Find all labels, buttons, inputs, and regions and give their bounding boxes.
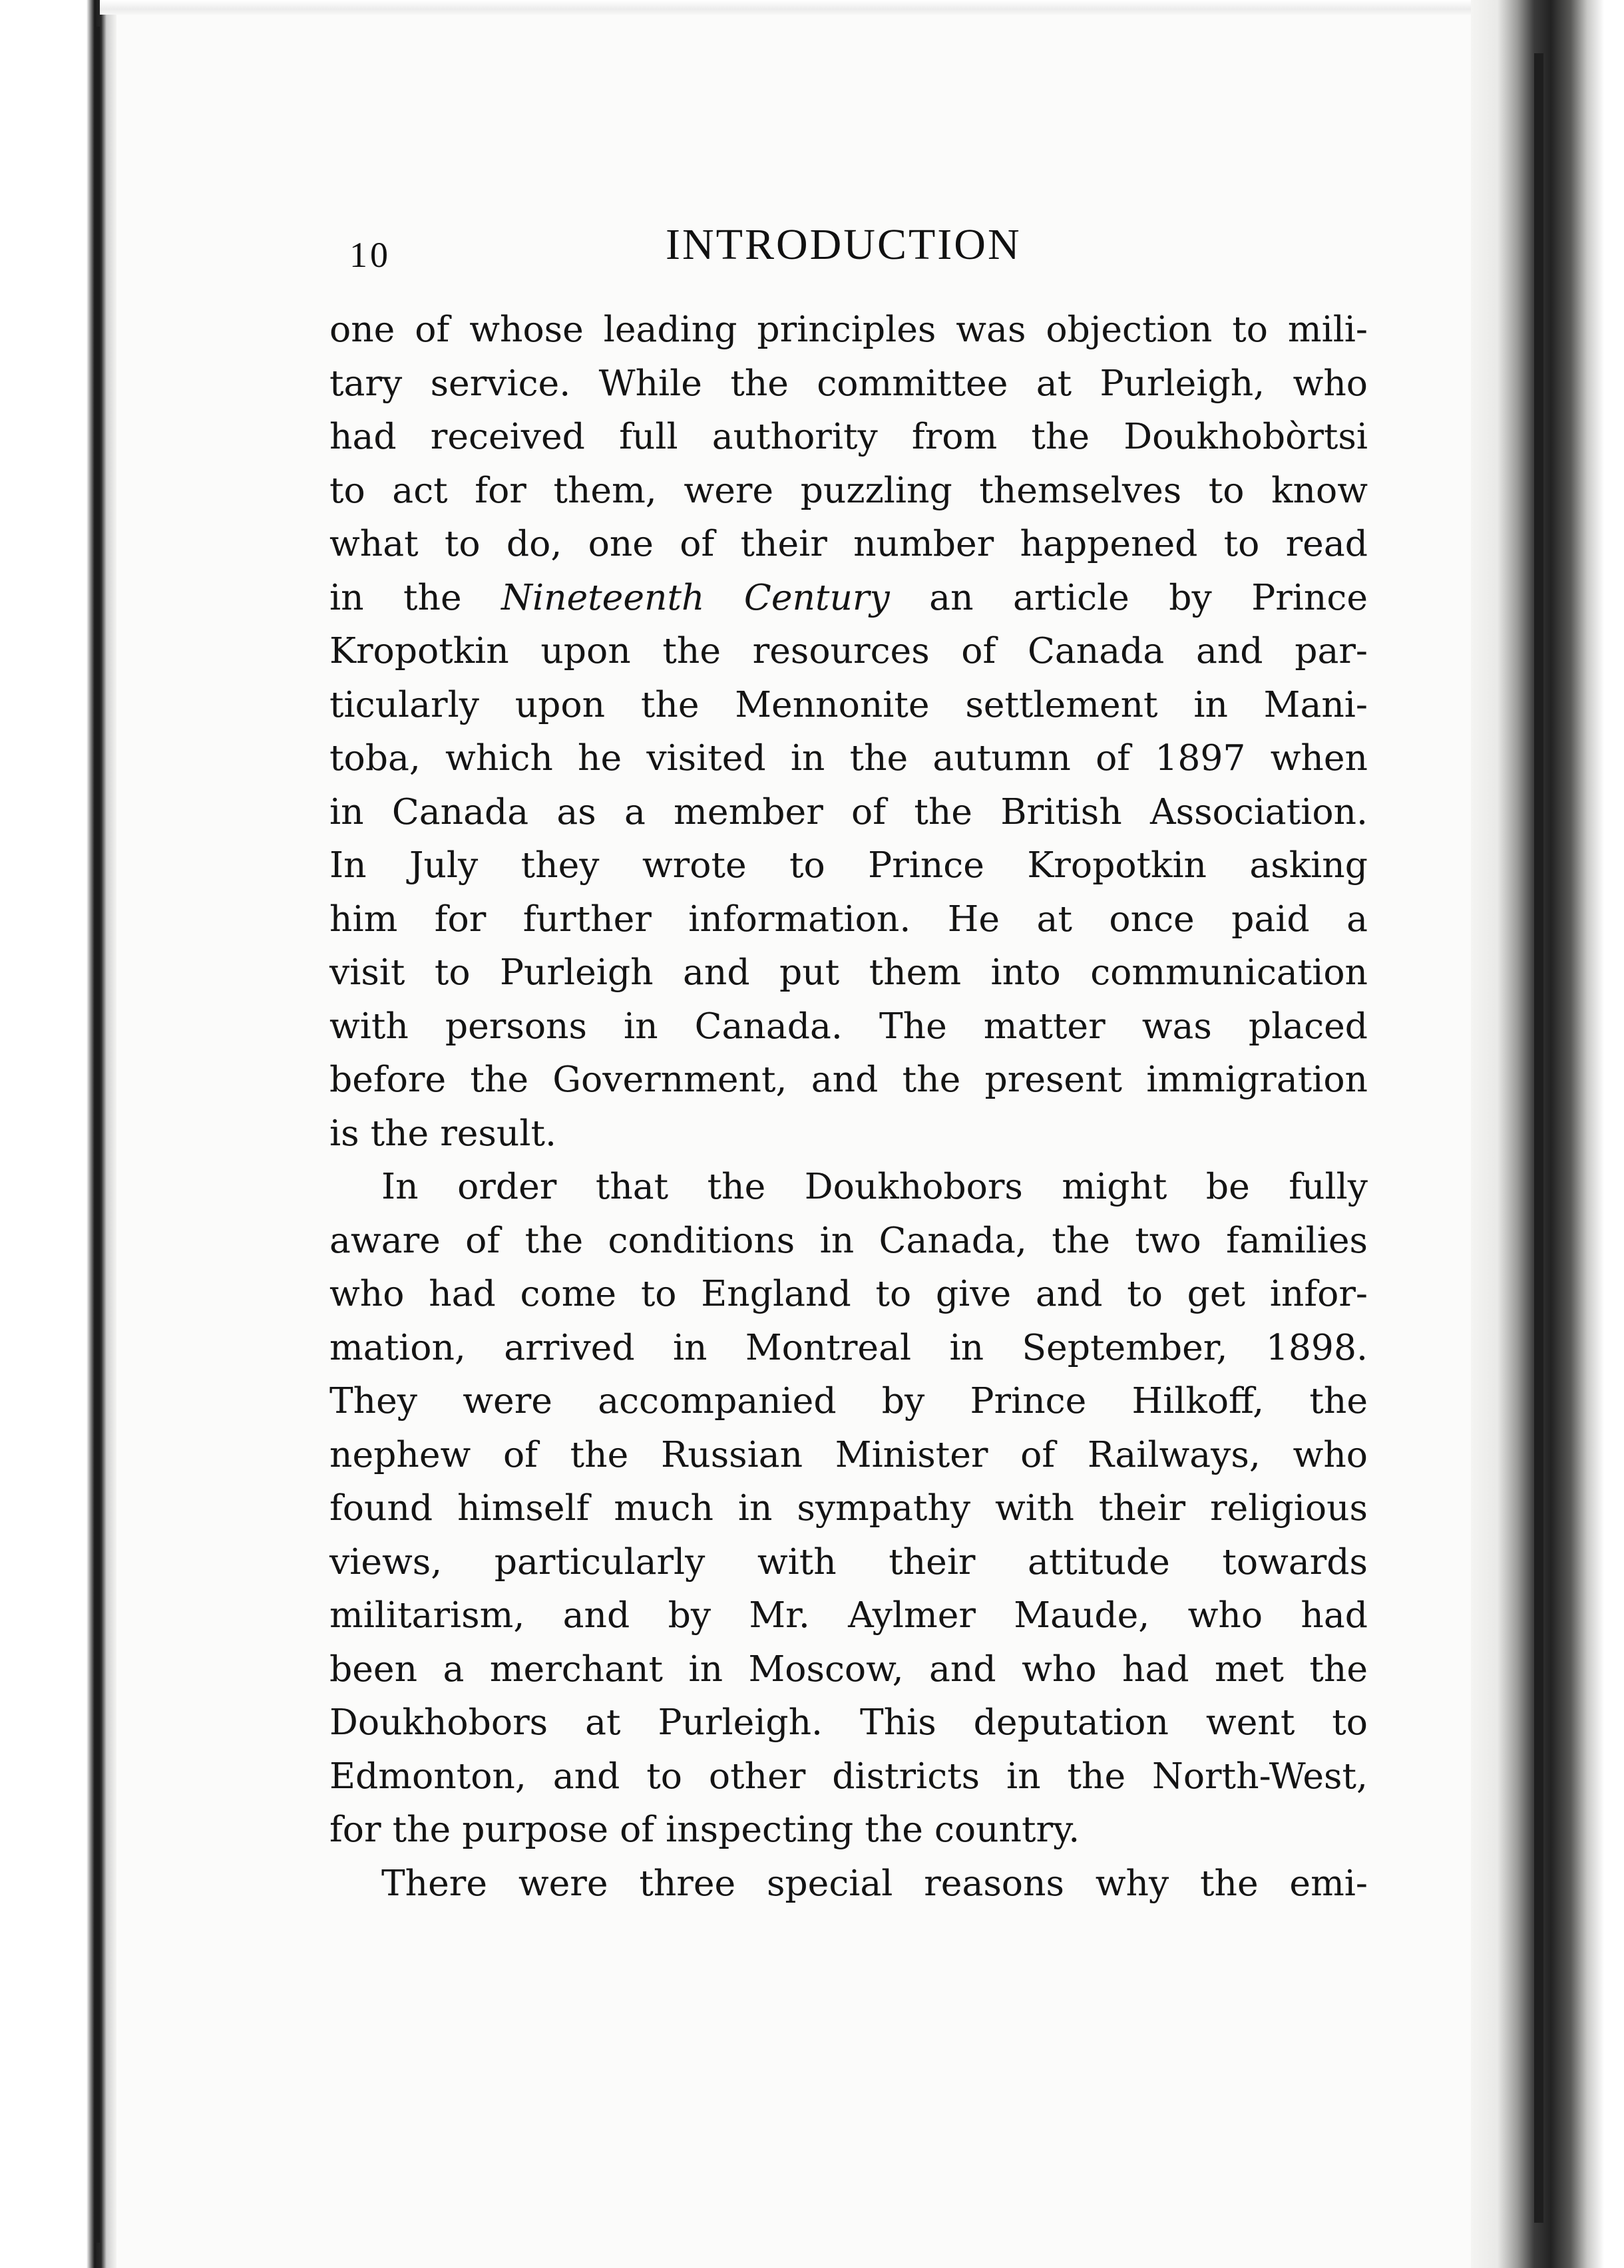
text-line: Kropotkin upon the resources of Canada and par- [329, 630, 1368, 671]
text-line: to act for them, were puzzling themselves to know [329, 469, 1368, 511]
paragraph [329, 1857, 1368, 1911]
text-line: found himself much in sympathy with their religious [329, 1487, 1368, 1529]
text-line: mation, arrived in Montreal in September, 1898. [329, 1326, 1368, 1368]
text-line: with persons in Canada. The matter was placed [329, 1004, 1368, 1047]
text-line [329, 571, 1368, 625]
text-line: Edmonton, and to other districts in the North-West, [329, 1754, 1368, 1797]
paragraph [329, 1160, 1368, 1857]
text-line: visit to Purleigh and put them into communication [329, 951, 1368, 993]
text-line: views, particularly with their attitude towards [329, 1540, 1368, 1583]
text-line: what to do, one of their number happened to read [329, 522, 1368, 564]
text-line: In July they wrote to Prince Kropotkin asking [329, 844, 1368, 886]
text-segment: in the [329, 576, 502, 618]
text-line: aware of the conditions in Canada, the two families [329, 1219, 1368, 1261]
text-line: had received full authority from the Doukhobòrtsi [329, 415, 1368, 457]
text-line: Doukhobors at Purleigh. This deputation went to [329, 1701, 1368, 1743]
body-text [329, 303, 1368, 1910]
text-line: in Canada as a member of the British Association. [329, 790, 1368, 833]
left-margin-rule [95, 27, 100, 2243]
text-line: ticularly upon the Mennonite settlement in Mani- [329, 683, 1368, 725]
text-line: for the purpose of inspecting the country. [329, 1808, 1080, 1850]
text-line: nephew of the Russian Minister of Railways, who [329, 1433, 1368, 1475]
paragraph [329, 303, 1368, 1160]
running-head [0, 220, 1624, 293]
text-line: before the Government, and the present immigration [329, 1058, 1368, 1100]
right-margin-rule [1534, 53, 1543, 2223]
text-line: tary service. While the committee at Purleigh, who [329, 361, 1368, 404]
periodical-title: Nineteenth Century [501, 576, 890, 618]
text-segment: an article by Prince [889, 576, 1368, 618]
text-line: who had come to England to give and to get infor- [329, 1272, 1368, 1314]
page-top-edge [100, 0, 1537, 15]
text-line: been a merchant in Moscow, and who had met the [329, 1647, 1368, 1690]
text-line: In order that the Doukhobors might be fully [381, 1165, 1368, 1207]
page-edge-shadow [1471, 0, 1624, 2268]
text-line: is the result. [329, 1111, 556, 1154]
text-line: toba, which he visited in the autumn of 1897 when [329, 737, 1368, 779]
text-line: him for further information. He at once paid a [329, 897, 1368, 940]
page-number: 10 [349, 235, 391, 275]
text-line: one of whose leading principles was objection to mili- [329, 308, 1368, 350]
text-line: There were three special reasons why the emi- [381, 1861, 1368, 1904]
text-line: militarism, and by Mr. Aylmer Maude, who had [329, 1594, 1368, 1636]
text-line: They were accompanied by Prince Hilkoff, the [329, 1380, 1368, 1421]
running-title: INTRODUCTION [666, 220, 1022, 269]
